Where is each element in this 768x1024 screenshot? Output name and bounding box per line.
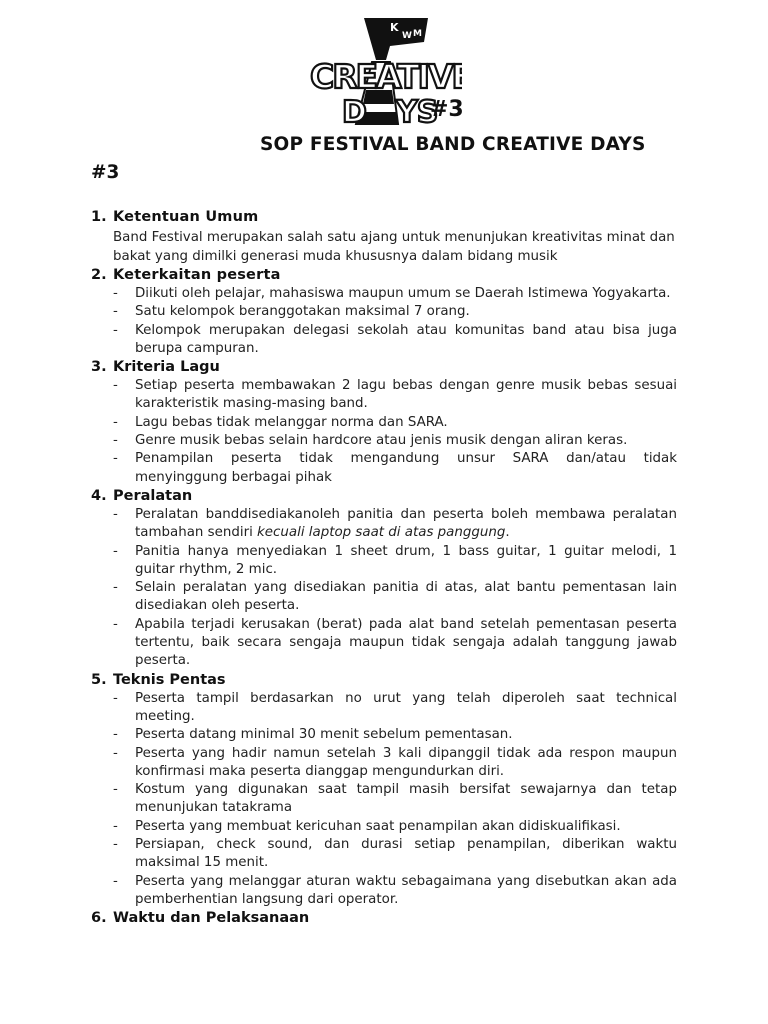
list-item — [91, 414, 677, 432]
section-number: 1. — [91, 209, 107, 225]
list-item-text: Setiap peserta membawakan 2 lagu bebas dengan genre musik bebas sesuai karakteristik masing-masing band. — [135, 378, 677, 412]
section-heading — [91, 266, 677, 285]
section-ketentuan-umum — [91, 208, 677, 266]
logo-badge-m: M — [413, 29, 422, 39]
bullet-list — [91, 690, 677, 910]
list-item-text: Apabila terjadi kerusakan (berat) pada alat band setelah pementasan peserta tertentu, baik secara sengaja maupun tidak sengaja adalah tanggung jawab peserta. — [135, 616, 677, 669]
list-item — [91, 745, 677, 782]
bullet-list — [91, 506, 677, 671]
list-item — [91, 781, 677, 818]
dash-bullet: - — [113, 873, 118, 889]
logo-creative-text: CREATIVE — [310, 57, 462, 96]
list-item — [91, 285, 677, 303]
document-title-continuation: #3 — [91, 162, 120, 183]
section-title: Waktu dan Pelaksanaan — [113, 910, 310, 927]
section-title: Keterkaitan peserta — [113, 267, 281, 283]
list-item-text: Peserta yang melanggar aturan waktu sebagaimana yang disebutkan akan ada pemberhentian langsung dari operator. — [135, 873, 677, 907]
section-heading — [91, 208, 677, 227]
list-item — [91, 322, 677, 359]
list-item — [91, 543, 677, 580]
bullet-list — [91, 285, 677, 358]
list-item-text: Penampilan peserta tidak mengandung unsur SARA dan/atau tidak menyinggung berbagai pihak — [135, 451, 677, 485]
list-item — [91, 450, 677, 487]
list-item — [91, 726, 677, 744]
list-item-text: Satu kelompok beranggotakan maksimal 7 orang. — [135, 304, 470, 320]
section-title: Peralatan — [113, 487, 193, 504]
logo-badge-w: W — [402, 31, 412, 41]
list-item-text: Panitia hanya menyediakan 1 sheet drum, 1 bass guitar, 1 guitar melodi, 1 guitar rhythm, 2 mic. — [135, 543, 677, 577]
list-item-text: Kelompok merupakan delegasi sekolah atau komunitas band atau bisa juga berupa campuran. — [135, 322, 677, 356]
list-item-text: Selain peralatan yang disediakan panitia di atas, alat bantu pementasan lain disediakan oleh peserta. — [135, 580, 677, 614]
section-heading — [91, 671, 677, 690]
bullet-list — [91, 377, 677, 487]
logo-days-d: D — [342, 95, 367, 130]
section-title: Kriteria Lagu — [113, 359, 220, 376]
list-item — [91, 506, 677, 543]
section-number: 5. — [91, 671, 107, 688]
section-number: 4. — [91, 487, 107, 504]
dash-bullet: - — [113, 543, 118, 559]
section-kriteria-lagu — [91, 358, 677, 487]
section-number: 3. — [91, 359, 107, 376]
list-item-text: Persiapan, check sound, dan durasi setiap penampilan, diberikan waktu maksimal 15 menit. — [135, 837, 677, 871]
logo-badge-k: K — [390, 21, 399, 34]
list-item — [91, 690, 677, 727]
dash-bullet: - — [113, 616, 118, 632]
creative-days-logo — [306, 12, 462, 130]
section-keterkaitan-peserta — [91, 266, 677, 358]
dash-bullet: - — [113, 837, 118, 853]
document-title: SOP FESTIVAL BAND CREATIVE DAYS — [260, 134, 646, 155]
list-item-text — [135, 506, 677, 543]
dash-bullet: - — [113, 745, 118, 761]
list-item-text: Peserta yang hadir namun setelah 3 kali dipanggil tidak ada respon maupun konfirmasi maka peserta dianggap mengundurkan diri. — [135, 745, 677, 779]
list-item-text: Diikuti oleh pelajar, mahasiswa maupun umum se Daerah Istimewa Yogyakarta. — [135, 286, 671, 301]
sop-sections — [91, 208, 677, 928]
list-item — [91, 616, 677, 671]
list-item-text: Kostum yang digunakan saat tampil masih bersifat sewajarnya dan tetap menunjukan tatakrama — [135, 782, 677, 816]
dash-bullet: - — [113, 782, 118, 798]
list-item — [91, 836, 677, 873]
list-item-text: Genre musik bebas selain hardcore atau jenis musik dengan aliran keras. — [135, 433, 628, 449]
section-number: 6. — [91, 910, 107, 927]
list-item-text-italic: kecuali laptop saat di atas panggung — [257, 525, 506, 541]
list-item-text-end: . — [505, 525, 510, 541]
dash-bullet: - — [113, 433, 118, 449]
dash-bullet: - — [113, 322, 118, 338]
dash-bullet: - — [113, 414, 118, 430]
dash-bullet: - — [113, 818, 118, 834]
dash-bullet: - — [113, 506, 118, 522]
dash-bullet: - — [113, 727, 118, 743]
section-number: 2. — [91, 267, 107, 283]
section-heading — [91, 909, 677, 928]
dash-bullet: - — [113, 378, 118, 394]
section-heading — [91, 358, 677, 377]
list-item — [91, 432, 677, 450]
dash-bullet: - — [113, 580, 118, 596]
dash-bullet: - — [113, 451, 118, 467]
dash-bullet: - — [113, 690, 118, 706]
section-title: Ketentuan Umum — [113, 209, 259, 225]
list-item — [91, 873, 677, 910]
list-item-text: Peserta yang membuat kericuhan saat penampilan akan didiskualifikasi. — [135, 818, 621, 834]
list-item — [91, 303, 677, 321]
paragraph-text: Band Festival merupakan salah satu ajang untuk menunjukan kreativitas minat dan bakat yang dimilki generasi muda khususnya dalam bidang musik — [113, 230, 675, 264]
section-peralatan — [91, 487, 677, 671]
logo-edition: #3 — [430, 97, 462, 122]
section-heading — [91, 487, 677, 506]
list-item-text: Peserta tampil berdasarkan no urut yang telah diperoleh saat technical meeting. — [135, 690, 677, 724]
list-item — [91, 377, 677, 414]
section-title: Teknis Pentas — [113, 671, 226, 688]
dash-bullet: - — [113, 304, 118, 320]
section-paragraph — [113, 229, 677, 266]
list-item — [91, 579, 677, 616]
list-item-text-main: Peralatan banddisediakanoleh panitia dan peserta boleh membawa peralatan tambahan sendiri — [135, 506, 677, 541]
section-waktu-dan-pelaksanaan — [91, 909, 677, 928]
list-item — [91, 818, 677, 836]
logo-days-ys: YS — [396, 95, 438, 130]
list-item-text: Lagu bebas tidak melanggar norma dan SARA. — [135, 414, 448, 430]
dash-bullet: - — [113, 286, 118, 301]
list-item-text: Peserta datang minimal 30 menit sebelum pementasan. — [135, 727, 513, 743]
section-teknis-pentas — [91, 671, 677, 910]
